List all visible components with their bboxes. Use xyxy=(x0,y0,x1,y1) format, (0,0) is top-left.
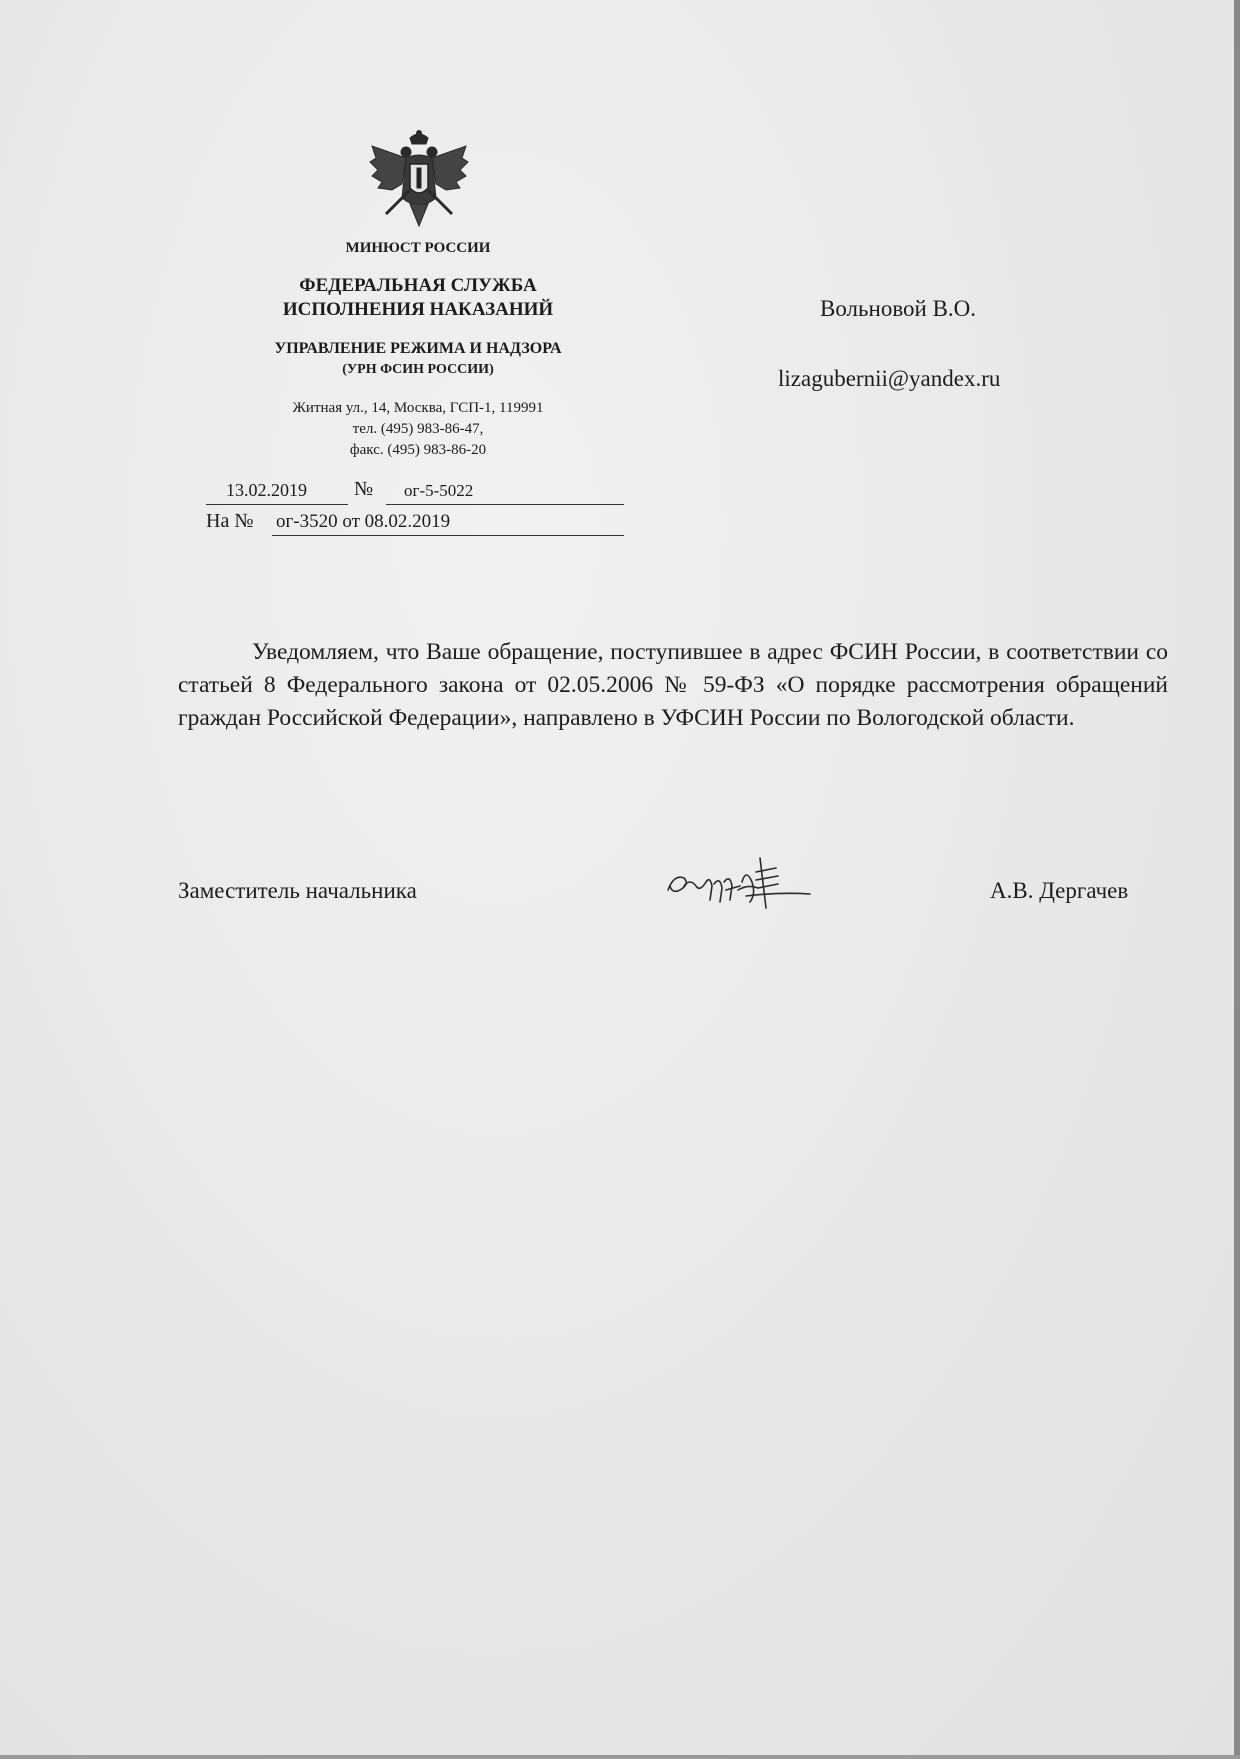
department-contacts xyxy=(200,398,636,461)
department-name xyxy=(200,338,636,380)
signatory-title: Заместитель начальника xyxy=(178,878,417,903)
service-name xyxy=(210,274,626,322)
service-name-line1: ФЕДЕРАЛЬНАЯ СЛУЖБА xyxy=(299,275,537,296)
number-underline xyxy=(386,504,624,505)
department-name-line1: УПРАВЛЕНИЕ РЕЖИМА И НАДЗОРА xyxy=(274,340,562,357)
handwritten-signature xyxy=(660,838,820,918)
recipient-name: Вольновой В.О. xyxy=(820,296,977,321)
letter-body xyxy=(178,636,1168,735)
outgoing-number: ог-5-5022 xyxy=(404,481,474,500)
fsin-emblem-icon xyxy=(366,128,472,234)
recipient-email: lizagubernii@yandex.ru xyxy=(778,366,1001,391)
fax-line: факс. (495) 983-86-20 xyxy=(349,442,487,458)
reply-reference: ог-3520 от 08.02.2019 xyxy=(276,511,451,532)
outgoing-date: 13.02.2019 xyxy=(226,480,307,500)
ministry-name: МИНЮСТ РОССИИ xyxy=(345,240,491,256)
number-sign: № xyxy=(354,478,374,500)
signatory-name: А.В. Дергачев xyxy=(990,878,1129,903)
address-line: Житная ул., 14, Москва, ГСП-1, 119991 xyxy=(292,400,544,416)
date-underline xyxy=(206,504,348,505)
reply-underline xyxy=(272,535,624,536)
service-name-line2: ИСПОЛНЕНИЯ НАКАЗАНИЙ xyxy=(282,299,554,320)
department-name-line2: (УРН ФСИН РОССИИ) xyxy=(342,362,494,377)
phone-line: тел. (495) 983-86-47, xyxy=(352,421,484,437)
scan-edge-bottom xyxy=(0,1755,1240,1759)
reply-prefix: На № xyxy=(206,510,254,532)
scan-edge-right xyxy=(1234,0,1240,1759)
letter-body-text: Уведомляем, что Ваше обращение, поступившее в адрес ФСИН России, в соответствии со статьей 8 Федерального закона от 02.05.2006 № 59-ФЗ «О порядке рассмотрения обращений граждан Российской Федерации», направлено в УФСИН России по Вологодской области. xyxy=(178,639,1168,731)
